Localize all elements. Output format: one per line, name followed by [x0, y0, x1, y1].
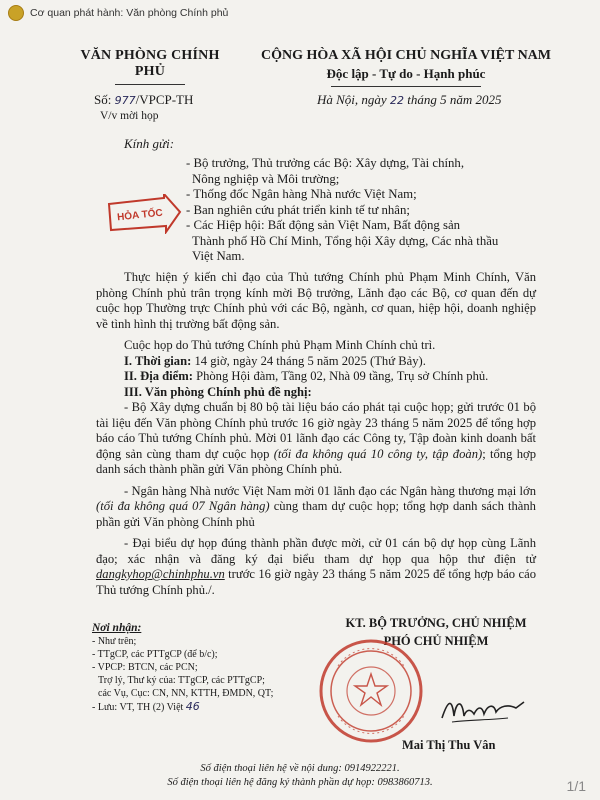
- req2-text-end: cùng tham dự cuộc họp; tổng hợp danh sách thành phần gửi Văn phòng Chính phủ: [96, 499, 536, 529]
- content-contact: Số điện thoại liên hệ về nội dung: 0914922221.: [200, 763, 400, 774]
- cc-hand-note: 46: [185, 700, 200, 713]
- handwritten-number: 977: [114, 94, 136, 107]
- time-label: I. Thời gian:: [124, 353, 192, 368]
- cc-item: Trợ lý, Thư ký của: TTgCP, các PTTgCP;: [98, 675, 265, 686]
- request-heading: III. Văn phòng Chính phủ đề nghị:: [124, 384, 312, 399]
- recipient-line: Việt Nam.: [192, 249, 245, 263]
- place-value: Phòng Hội đàm, Tầng 02, Nhà 09 tầng, Trụ sở Chính phủ.: [192, 369, 489, 383]
- recipients-title: Kính gửi:: [124, 136, 175, 151]
- recipient-line: - Các Hiệp hội: Bất động sản Việt Nam, Bất động sản: [186, 218, 461, 232]
- registration-email-link[interactable]: dangkyhop@chinhphu.vn: [96, 567, 225, 581]
- document-subject: V/v mời họp: [100, 110, 159, 122]
- req2-text: - Ngân hàng Nhà nước Việt Nam mời 01 lãnh đạo các Ngân hàng thương mại lớn: [124, 483, 536, 498]
- contact-footer: [0, 762, 600, 790]
- handwritten-day: 22: [389, 94, 404, 107]
- signer-name: Mai Thị Thu Vân: [402, 738, 496, 752]
- handwritten-signature-icon: [438, 690, 528, 730]
- urgent-stamp-label: HỎA TỐC: [116, 207, 164, 224]
- recipient-line: - Thống đốc Ngân hàng Nhà nước Việt Nam;: [186, 187, 417, 201]
- request-item-3: [96, 536, 536, 598]
- signature-authority: KT. BỘ TRƯỞNG, CHỦ NHIỆM: [345, 616, 527, 630]
- req3-text: - Đại biểu dự họp đúng thành phần được mời, cử 01 cán bộ dự họp cùng Lãnh đạo; xác nhận và đăng ký đại biểu tham dự họp qua hộp thư điện tử: [96, 536, 536, 566]
- place-paragraph: [96, 369, 536, 385]
- cc-list: [92, 622, 302, 714]
- time-paragraph: [96, 354, 536, 370]
- req1-text-end: ; tổng hợp danh sách thành phần gửi Văn phòng Chính phủ.: [96, 446, 536, 476]
- req1-text: - Bộ Xây dựng chuẩn bị 80 bộ tài liệu báo cáo phát tại cuộc họp; gửi trước 01 bộ tài liệu đến Văn phòng Chính phủ trước 16 giờ ngày 23 tháng 5 năm 2025 để tổng hợp báo cáo Thủ tướng Chính phủ. Mời 01 lãnh đạo các Công ty, Tập đoàn kinh doanh bất động sản cùng tham dự cuộc họp: [96, 400, 536, 461]
- number-code: /VPCP-TH: [135, 92, 194, 107]
- cc-item-last: [92, 700, 302, 714]
- recipient-line: - Ban nghiên cứu phát triển kinh tế tư nhân;: [186, 202, 410, 217]
- recipients-list: [186, 156, 566, 265]
- recipient-line: - Bộ trưởng, Thủ trưởng các Bộ: Xây dựng, Tài chính,: [186, 156, 465, 170]
- letter-body: [96, 270, 536, 598]
- agency-name: VĂN PHÒNG CHÍNH PHỦ: [80, 48, 220, 79]
- request-item-1: [96, 400, 536, 478]
- req3-text-end: trước 16 giờ ngày 23 tháng 5 năm 2025 để tổng hợp báo cáo Thủ tướng Chính phủ./.: [96, 567, 536, 597]
- nation-block: [256, 48, 556, 87]
- agency-block: [70, 48, 230, 85]
- official-seal-icon: [316, 636, 426, 746]
- time-value: 14 giờ, ngày 24 tháng 5 năm 2025 (Thứ Bảy).: [191, 353, 426, 368]
- recipient-line: Thành phố Hồ Chí Minh, Tổng hội Xây dựng, Các nhà thầu: [192, 233, 499, 248]
- registration-contact: Số điện thoại liên hệ đăng ký thành phần dự họp: 0983860713.: [167, 777, 433, 788]
- request-item-2: [96, 484, 536, 531]
- nation-name: CỘNG HÒA XÃ HỘI CHỦ NGHĨA VIỆT NAM: [260, 48, 551, 63]
- cc-item: - Như trên;: [92, 636, 137, 647]
- motto-underline: [331, 86, 481, 87]
- cc-item: - TTgCP, các PTTgCP (để b/c);: [92, 649, 218, 660]
- issuer-text: Cơ quan phát hành: Văn phòng Chính phủ: [30, 7, 229, 19]
- document-date: [317, 92, 501, 108]
- national-motto: Độc lập - Tự do - Hạnh phúc: [326, 66, 486, 81]
- cc-title: Nơi nhận:: [92, 622, 142, 634]
- national-emblem-icon: [8, 5, 24, 21]
- req2-italic: (tối đa không quá 07 Ngân hàng): [96, 499, 270, 513]
- cc-item: - VPCP: BTCN, các PCN;: [92, 662, 198, 673]
- page-indicator: 1/1: [566, 778, 586, 794]
- urgent-stamp: [106, 194, 182, 234]
- req1-italic: (tối đa không quá 10 công ty, tập đoàn): [273, 446, 483, 461]
- date-suffix: tháng 5 năm 2025: [407, 92, 502, 107]
- intro-paragraph: Thực hiện ý kiến chỉ đạo của Thủ tướng Chính phủ Phạm Minh Chính, Văn phòng Chính phủ trân trọng kính mời Bộ trưởng, Lãnh đạo các Bộ, cơ quan đến dự cuộc họp Thường trực Chính phủ với các Bộ, ngành, cơ quan, hiệp hội, doanh nghiệp về tình hình thị trường bất động sản.: [96, 270, 536, 331]
- issuer-bar: [0, 0, 600, 26]
- date-prefix: Hà Nội, ngày: [317, 92, 387, 107]
- place-label: II. Địa điểm:: [124, 369, 193, 383]
- document-number: [94, 92, 193, 108]
- agency-underline: [115, 84, 185, 85]
- signature-title: PHÓ CHỦ NHIỆM: [383, 634, 489, 648]
- cc-item: các Vụ, Cục: CN, NN, KTTH, ĐMDN, QT;: [98, 688, 274, 699]
- cc-archive: - Lưu: VT, TH (2) Việt: [92, 702, 184, 713]
- recipient-line: Nông nghiệp và Môi trường;: [192, 171, 340, 186]
- chair-paragraph: Cuộc họp do Thủ tướng Chính phủ Phạm Minh Chính chủ trì.: [124, 338, 436, 352]
- number-label: Số:: [94, 92, 112, 107]
